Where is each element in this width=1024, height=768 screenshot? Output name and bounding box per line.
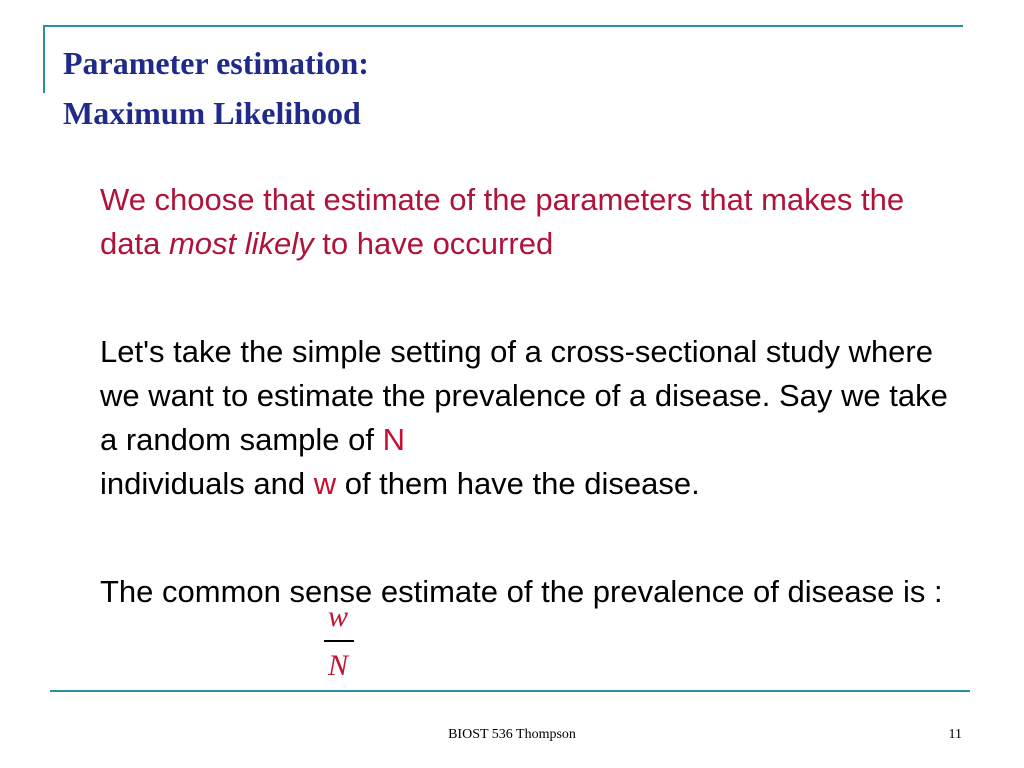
paragraph-definition-start: We choose that estimate of the parameters that makes the data xyxy=(100,182,905,261)
paragraph-setting xyxy=(100,330,960,506)
title-line-2: Maximum Likelihood xyxy=(63,95,361,131)
bottom-accent-line xyxy=(50,690,970,692)
paragraph-setting-part-2: individuals and xyxy=(100,466,314,501)
paragraph-estimate: The common sense estimate of the prevalence of disease is : xyxy=(100,574,943,609)
paragraph-definition-end: to have occurred xyxy=(313,226,554,261)
footer-course: BIOST 536 Thompson xyxy=(448,727,576,742)
left-accent-line xyxy=(43,25,45,93)
fraction-numerator: w xyxy=(327,600,348,633)
footer-page-number: 11 xyxy=(948,727,962,742)
fraction-denominator: N xyxy=(327,649,348,682)
fraction-bar xyxy=(324,640,354,642)
paragraph-definition xyxy=(100,178,960,266)
variable-w: w xyxy=(313,466,337,501)
title-line-1: Parameter estimation: xyxy=(63,45,369,81)
slide-title xyxy=(63,38,369,138)
paragraph-setting-part-1: Let's take the simple setting of a cross-sectional study where we want to estimate the prevalence of a disease. Say we take a random sample of xyxy=(100,334,948,457)
prevalence-fraction xyxy=(318,600,358,690)
emphasis-most-likely: most likely xyxy=(168,226,314,261)
top-accent-line xyxy=(43,25,963,27)
paragraph-setting-part-3: of them have the disease. xyxy=(336,466,700,501)
variable-N: N xyxy=(382,422,405,457)
